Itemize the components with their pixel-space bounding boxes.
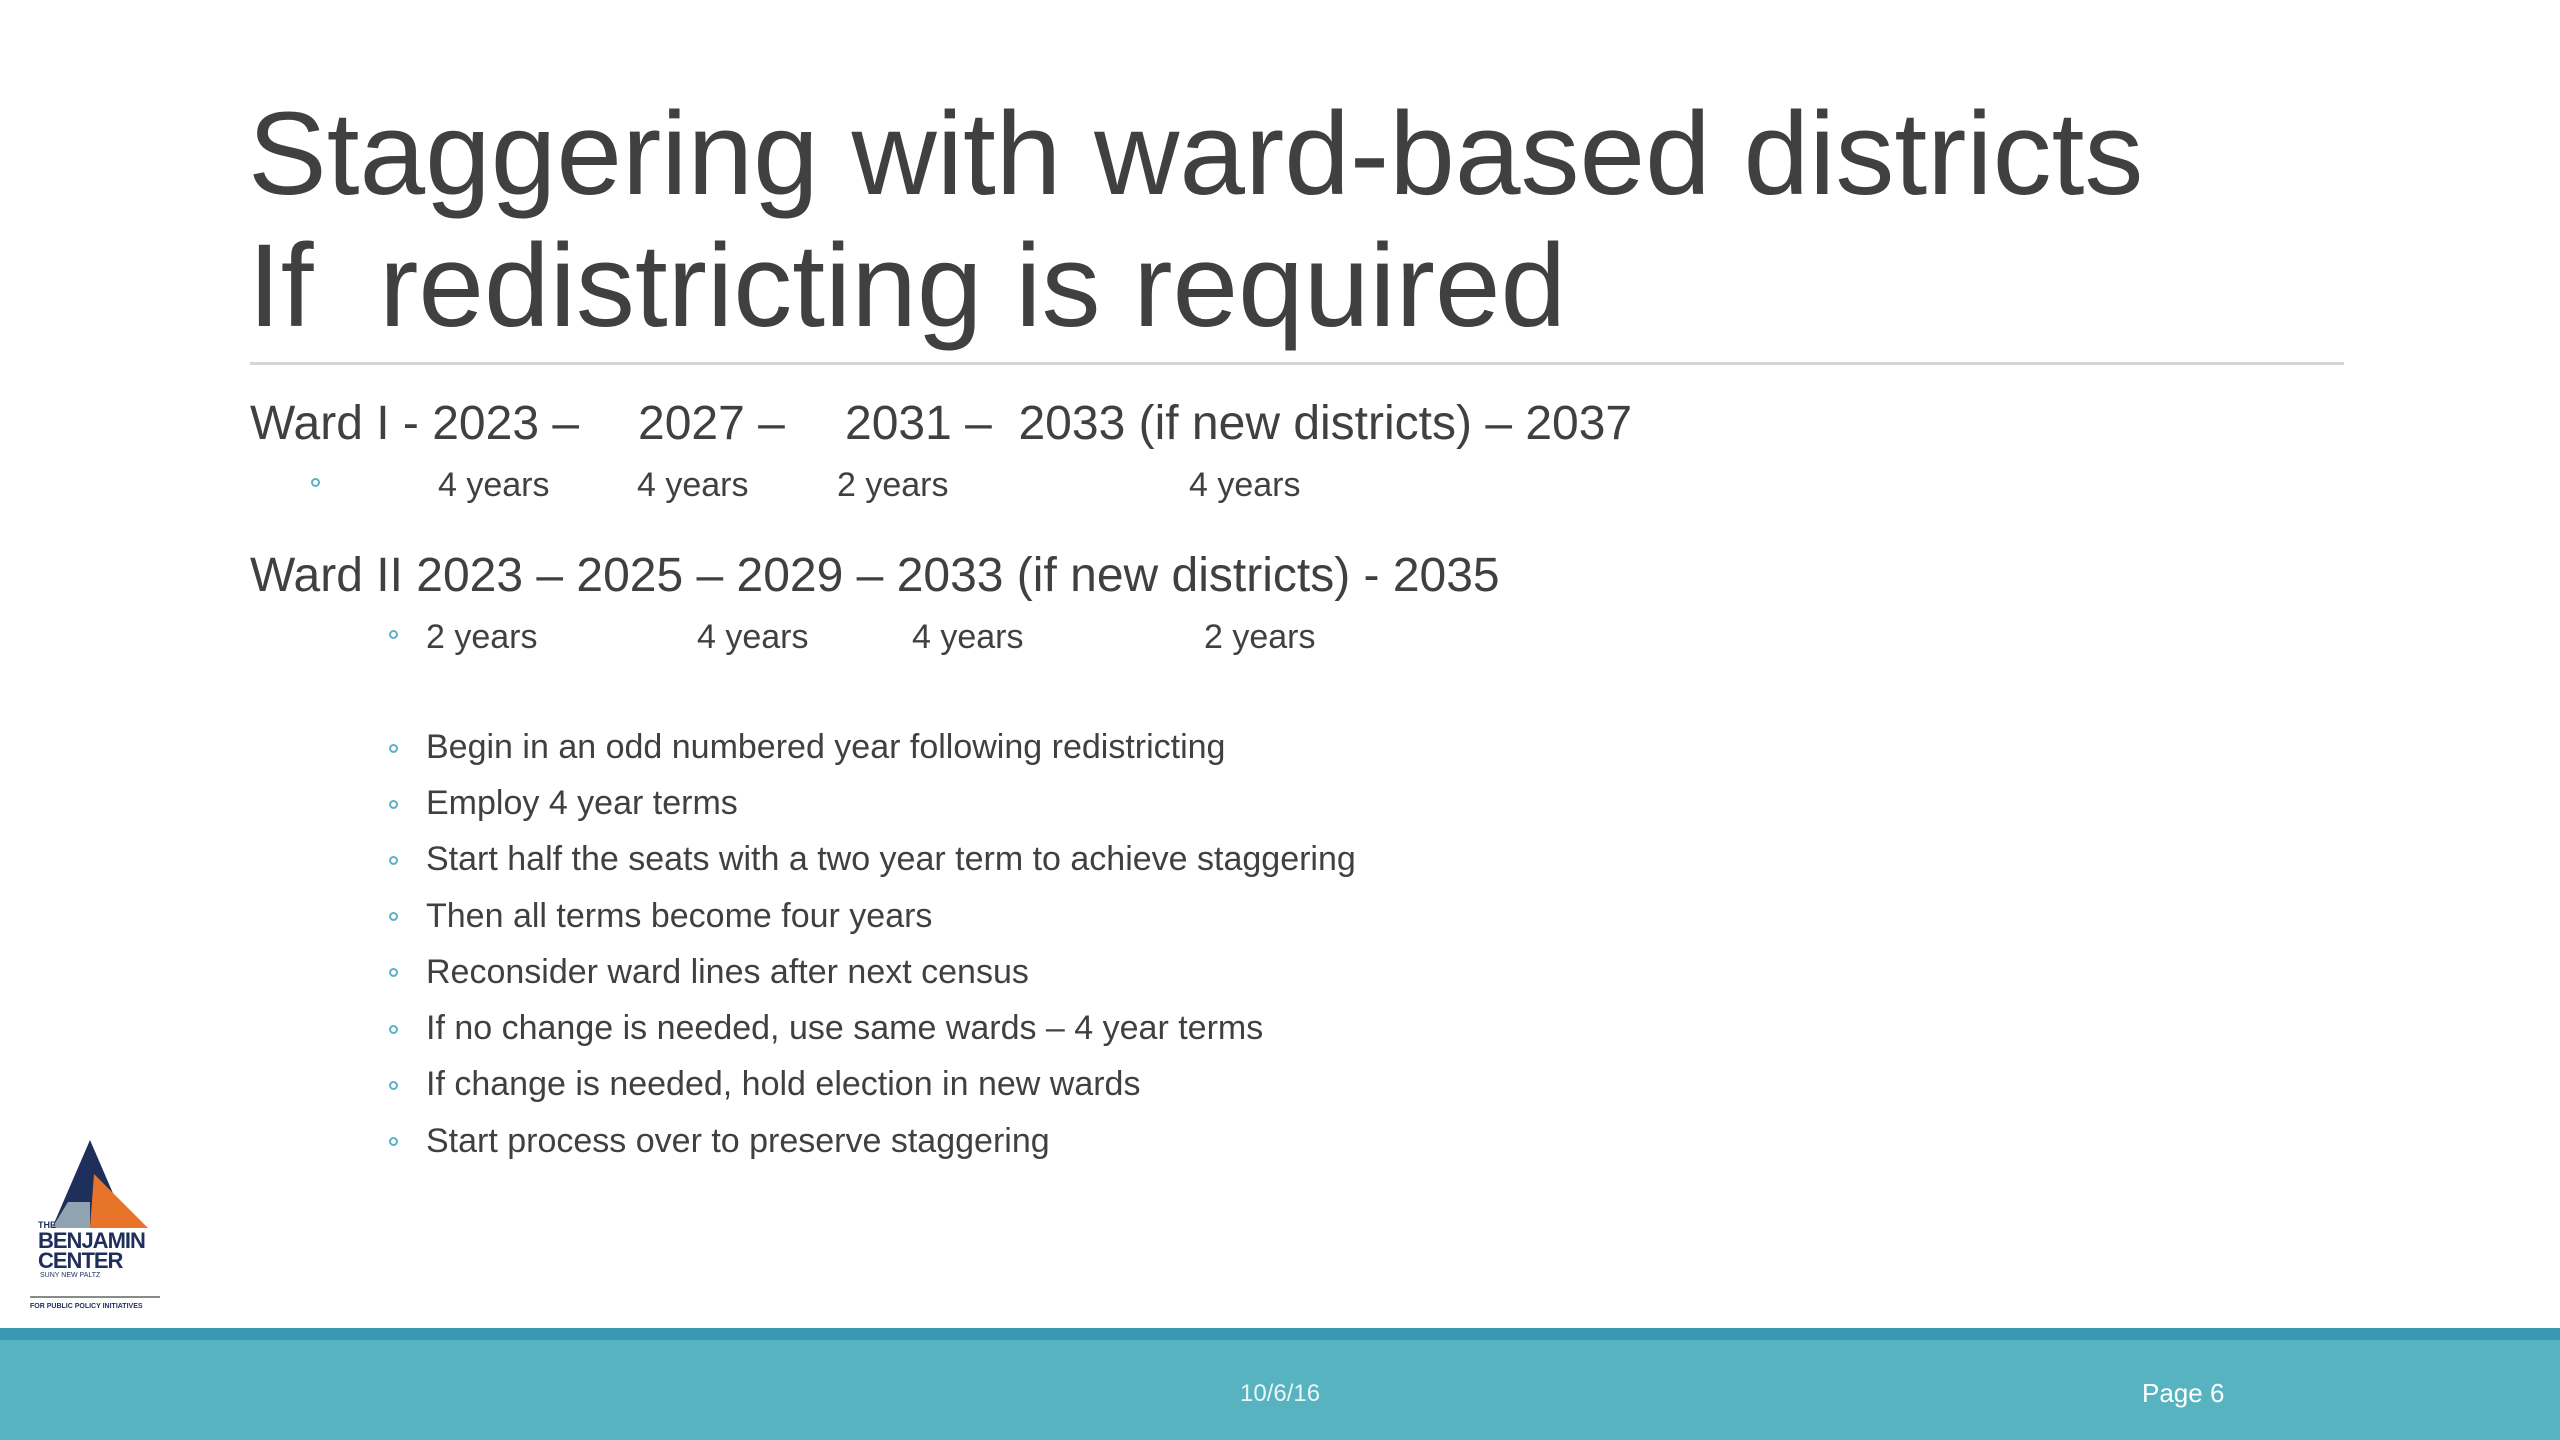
logo-text-sub: SUNY NEW PALTZ	[40, 1272, 101, 1279]
list-item: If no change is needed, use same wards – 4 year terms	[426, 1009, 1264, 1047]
ward-1-duration-4: 4 years	[1189, 466, 1301, 504]
ward-1-durations	[0, 466, 2560, 506]
logo-text-name-2: CENTER	[38, 1248, 123, 1273]
footer-date: 10/6/16	[1240, 1380, 1321, 1407]
slide-title	[248, 88, 2143, 352]
list-item: If change is needed, hold election in new wards	[426, 1065, 1141, 1103]
logo-text-name-1: BENJAMIN	[38, 1228, 145, 1253]
bullet-icon	[389, 744, 398, 753]
ward-2-duration-2: 4 years	[697, 618, 809, 656]
title-divider	[250, 362, 2344, 365]
logo-mark-icon	[28, 1140, 164, 1230]
bullet-icon	[389, 1025, 398, 1034]
list-item: Then all terms become four years	[426, 897, 933, 935]
ward-1-duration-2: 4 years	[637, 466, 749, 504]
ward-1-duration-1: 4 years	[438, 466, 550, 504]
ward-2-duration-3: 4 years	[912, 618, 1024, 656]
list-item: Start process over to preserve staggering	[426, 1122, 1050, 1160]
footer-accent-line	[0, 1328, 2560, 1340]
list-item: Start half the seats with a two year term to achieve staggering	[426, 840, 1356, 878]
list-item: Reconsider ward lines after next census	[426, 953, 1029, 991]
logo-text-the: THE	[38, 1220, 56, 1230]
logo-divider	[30, 1296, 160, 1298]
ward-1-duration-3: 2 years	[837, 466, 949, 504]
bullet-icon	[389, 968, 398, 977]
bullet-icon	[389, 856, 398, 865]
title-line-2: If redistricting is required	[248, 220, 1567, 352]
ward-1-part-1: Ward I - 2023 –	[250, 397, 580, 450]
ward-2-timeline: Ward II 2023 – 2025 – 2029 – 2033 (if new districts) - 2035	[250, 549, 1500, 602]
footer-page-number: Page 6	[2142, 1378, 2225, 1408]
ward-1-part-3: 2031 – 2033 (if new districts) – 2037	[845, 397, 1633, 450]
ward-1-part-2: 2027 –	[638, 397, 785, 450]
list-item: Employ 4 year terms	[426, 784, 738, 822]
bullet-icon	[389, 630, 398, 639]
bullet-icon	[389, 1137, 398, 1146]
ward-2-durations	[0, 618, 2560, 658]
bullet-icon	[389, 912, 398, 921]
bullet-icon	[389, 800, 398, 809]
list-item: Begin in an odd numbered year following redistricting	[426, 728, 1226, 766]
bullet-icon	[389, 1081, 398, 1090]
benjamin-center-logo	[28, 1140, 164, 1320]
bullet-icon	[311, 478, 320, 487]
ward-2-duration-1: 2 years	[426, 618, 538, 656]
ward-2-duration-4: 2 years	[1204, 618, 1316, 656]
title-line-1: Staggering with ward-based districts	[248, 88, 2144, 220]
logo-tagline: FOR PUBLIC POLICY INITIATIVES	[30, 1303, 143, 1310]
